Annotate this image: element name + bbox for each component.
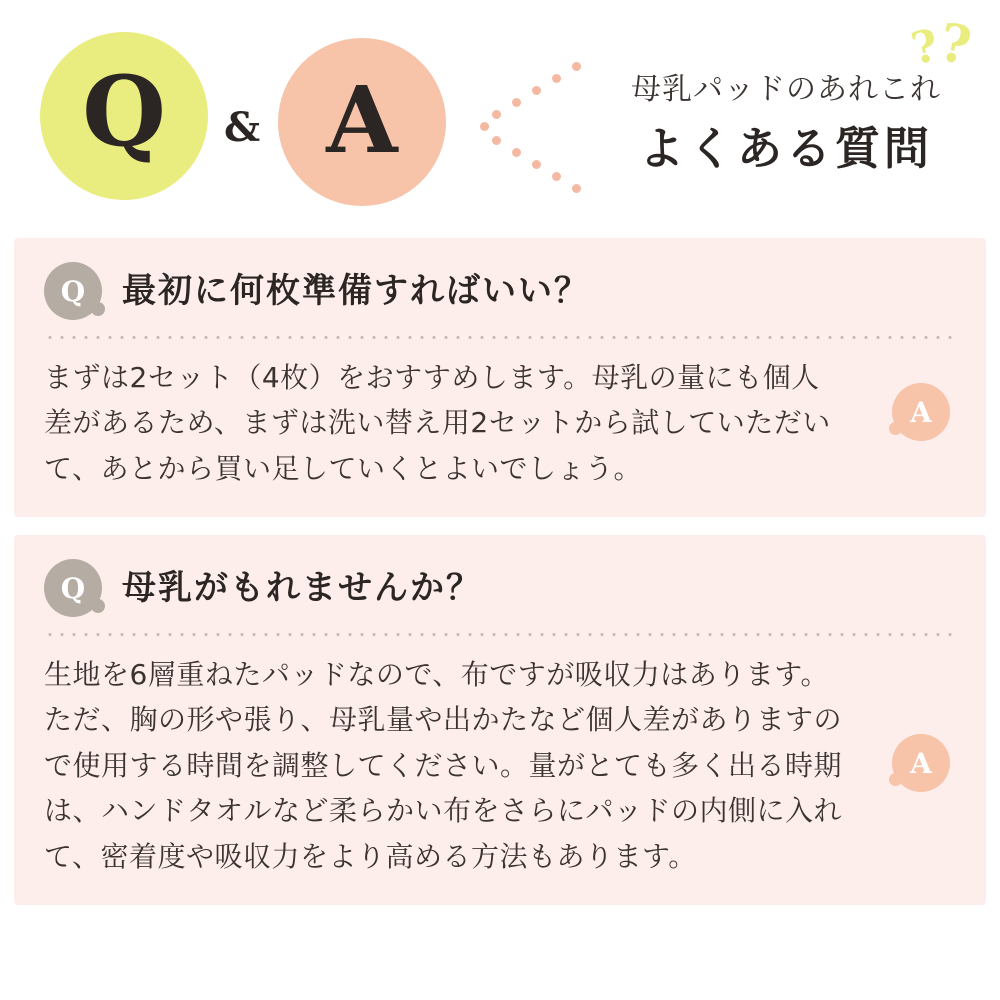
- q-circle-letter: Q: [82, 55, 166, 168]
- faq-answer-text: まずは2セット（4枚）をおすすめします。母乳の量にも個人差があるため、まずは洗い替え用2セットから試していただいて、あとから買い足していくとよいでしょう。: [44, 361, 831, 485]
- faq-question-text: 母乳がもれませんか？: [122, 567, 482, 608]
- faq-answer-text: 生地を6層重ねたパッドなので、布ですが吸収力はあります。ただ、胸の形や張り、母乳量や出かたなど個人差がありますので使用する時間を調整してください。量がとても多く出る時期は、ハンドタオルなど柔らかい布をさらにパッドの内側に入れて、密着度や吸収力をより高める方法もあります。: [44, 658, 843, 873]
- question-badge: [44, 559, 102, 617]
- header-subtitle: 母乳パッドのあれこれ: [631, 72, 941, 107]
- faq-item: [14, 535, 986, 905]
- question-mark-icon-small: ?: [906, 19, 943, 76]
- dotted-divider: [44, 633, 956, 636]
- question-badge-letter: Q: [60, 274, 86, 308]
- answer-badge-letter: A: [910, 395, 932, 429]
- page-header: [0, 0, 1000, 238]
- question-badge-letter: Q: [60, 571, 86, 605]
- faq-answer-row: [44, 355, 956, 491]
- page-title: よくある質問: [638, 122, 933, 175]
- faq-answer-row: [44, 652, 956, 879]
- dotted-chevron-decoration: [476, 62, 596, 192]
- answer-badge: [892, 383, 950, 441]
- q-circle-badge: [40, 32, 208, 200]
- answer-badge: [892, 734, 950, 792]
- question-mark-decoration: [906, 11, 976, 78]
- faq-question-text: 最初に何枚準備すればいい？: [122, 270, 590, 311]
- question-mark-icon-large: ?: [934, 11, 976, 78]
- header-text-block: [596, 72, 976, 176]
- ampersand-symbol: &: [224, 104, 261, 151]
- answer-badge-letter: A: [910, 746, 932, 780]
- a-circle-badge: [278, 38, 446, 206]
- a-circle-letter: A: [326, 66, 398, 174]
- question-badge: [44, 262, 102, 320]
- faq-question-row: [44, 262, 956, 336]
- dotted-divider: [44, 336, 956, 339]
- faq-question-row: [44, 559, 956, 633]
- faq-item: [14, 238, 986, 517]
